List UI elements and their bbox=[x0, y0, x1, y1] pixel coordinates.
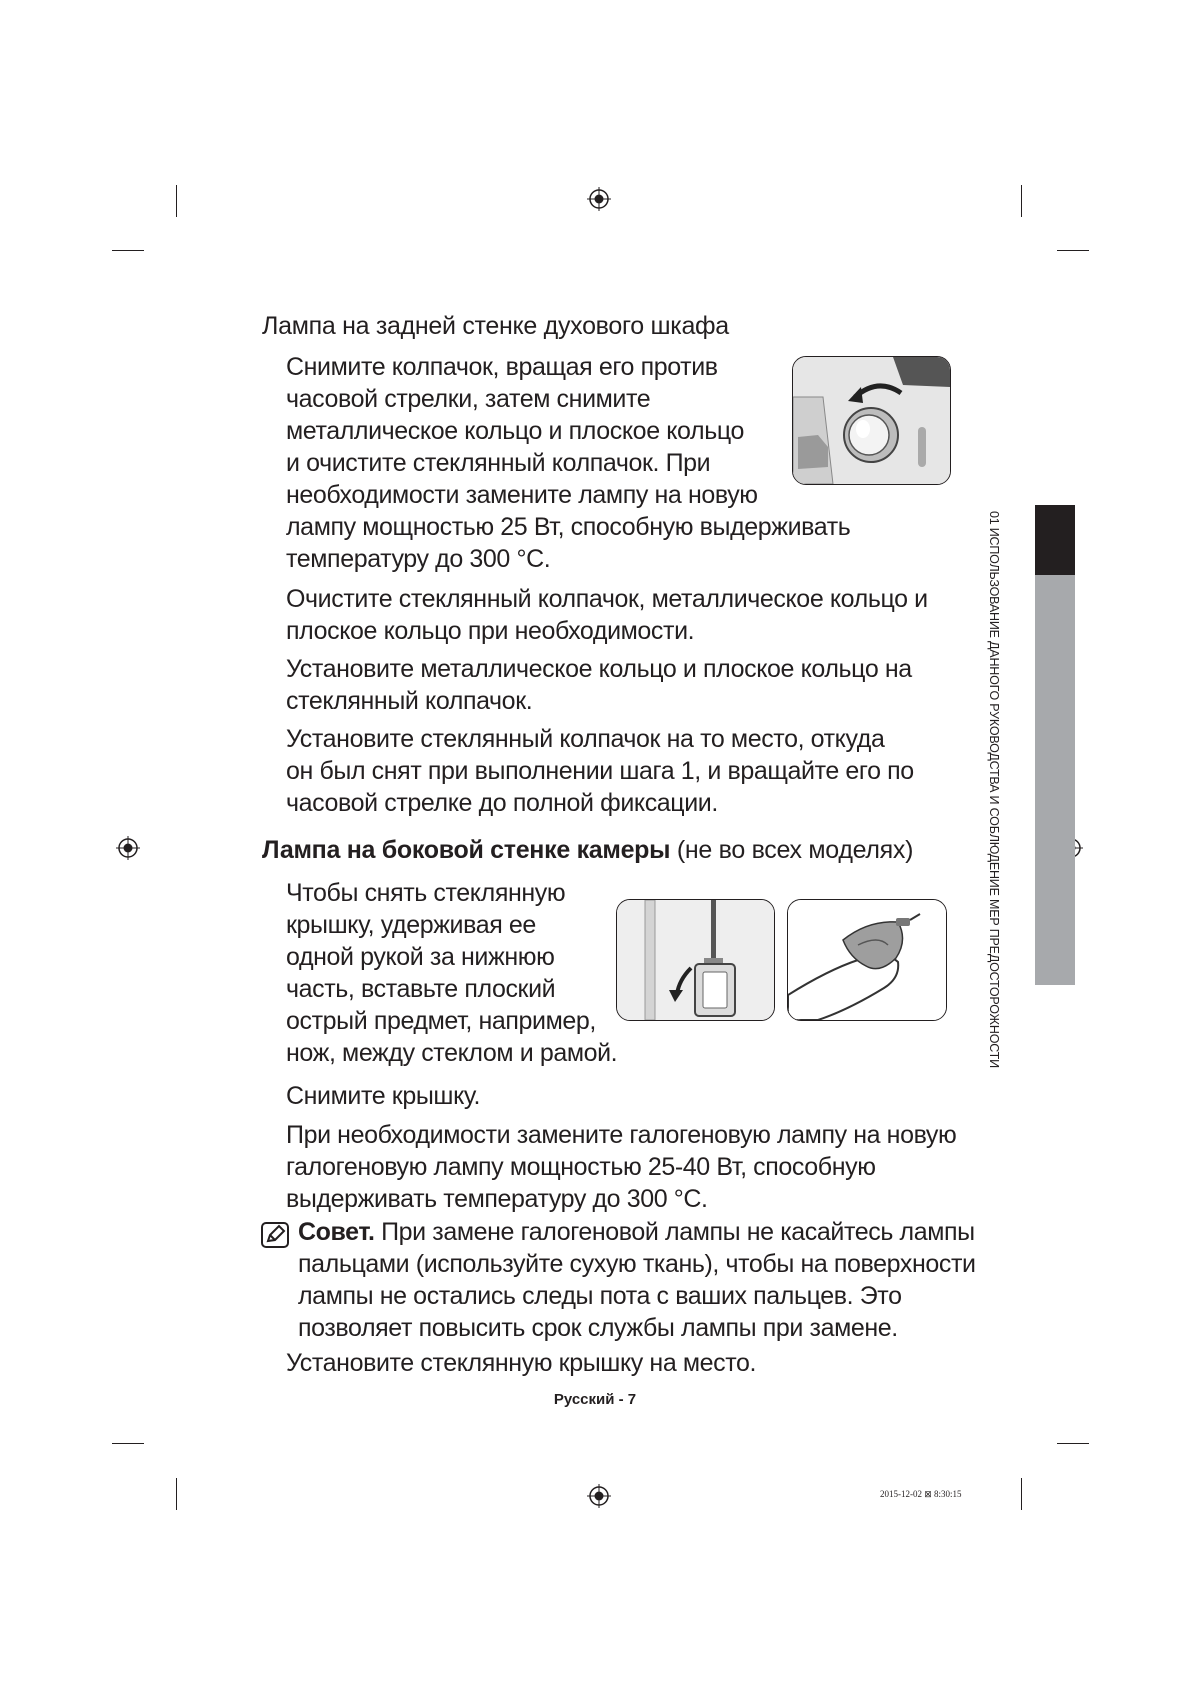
rear-lamp-step-1 bbox=[286, 351, 850, 575]
text-line: лампы не остались следы пота с ваших пальцев. Это bbox=[298, 1282, 902, 1310]
crop-mark-bottom-right-h bbox=[1057, 1443, 1089, 1444]
text-line: крышку, удерживая ее bbox=[286, 911, 536, 939]
text-line: нож, между стеклом и рамой. bbox=[286, 1039, 618, 1067]
text-line: часть, вставьте плоский bbox=[286, 975, 556, 1003]
text-line: необходимости замените лампу на новую bbox=[286, 481, 758, 509]
section-title-text: Лампа на задней стенке духового шкафа bbox=[262, 312, 729, 340]
text-line: лампу мощностью 25 Вт, способную выдерживать bbox=[286, 513, 851, 541]
text-line: часовой стрелки, затем снимите bbox=[286, 385, 651, 413]
text-line: острый предмет, например, bbox=[286, 1007, 596, 1035]
print-stamp: 2015-12-02 ⊠ 8:30:15 bbox=[880, 1489, 962, 1499]
lamp-replacement-cloth-illustration bbox=[787, 899, 947, 1021]
registration-mark-icon bbox=[116, 836, 140, 860]
text-line: Установите металлическое кольцо и плоское кольцо на bbox=[286, 655, 912, 683]
rear-lamp-step-4 bbox=[286, 723, 914, 819]
side-lamp-step-2 bbox=[286, 1080, 480, 1112]
crop-mark-bottom-left-v bbox=[176, 1478, 177, 1510]
side-lamp-cover-illustration bbox=[616, 899, 775, 1021]
text-line: температуру до 300 °C. bbox=[286, 545, 551, 573]
text-line: позволяет повысить срок службы лампы при замене. bbox=[298, 1314, 898, 1342]
text-line: одной рукой за нижнюю bbox=[286, 943, 555, 971]
text-line: Установите стеклянный колпачок на то место, откуда bbox=[286, 725, 885, 753]
chapter-tab-bar bbox=[1035, 575, 1075, 985]
crop-mark-bottom-left-h bbox=[112, 1443, 144, 1444]
text-line: Установите стеклянную крышку на место. bbox=[286, 1349, 757, 1377]
section-title-rear-lamp bbox=[262, 312, 729, 341]
rear-lamp-illustration bbox=[792, 356, 951, 485]
text-line: Снимите крышку. bbox=[286, 1082, 481, 1110]
side-lamp-cover-drawing bbox=[617, 900, 774, 1020]
registration-mark-icon bbox=[587, 187, 611, 211]
text-line: плоское кольцо при необходимости. bbox=[286, 617, 695, 645]
tip-note bbox=[298, 1216, 976, 1344]
page-number: Русский - 7 bbox=[553, 1391, 637, 1408]
side-lamp-step-3 bbox=[286, 1119, 956, 1215]
text-line: металлическое кольцо и плоское кольцо bbox=[286, 417, 744, 445]
text-line: Снимите колпачок, вращая его против bbox=[286, 353, 718, 381]
registration-mark-icon bbox=[587, 1484, 611, 1508]
text-line: выдерживать температуру до 300 °C. bbox=[286, 1185, 708, 1213]
tip-label: Совет. bbox=[298, 1218, 375, 1246]
lamp-replacement-cloth-drawing bbox=[788, 900, 946, 1020]
rear-lamp-step-3 bbox=[286, 653, 912, 717]
chapter-tab-label: 01 ИСПОЛЬЗОВАНИЕ ДАННОГО РУКОВОДСТВА И СОБЛЮДЕНИЕ МЕР ПРЕДОСТОРОЖНОСТИ bbox=[987, 511, 1001, 1068]
side-lamp-step-4 bbox=[286, 1347, 756, 1379]
crop-mark-top-left-h bbox=[112, 250, 144, 251]
section-title-note: (не во всех моделях) bbox=[670, 836, 914, 864]
crop-mark-top-right-v bbox=[1021, 185, 1022, 217]
text-line: При замене галогеновой лампы не касайтесь лампы bbox=[374, 1218, 975, 1246]
chapter-tab-marker bbox=[1035, 505, 1075, 575]
text-line: стеклянный колпачок. bbox=[286, 687, 533, 715]
crop-mark-bottom-right-v bbox=[1021, 1478, 1022, 1510]
text-line: и очистите стеклянный колпачок. При bbox=[286, 449, 711, 477]
rear-lamp-step-2 bbox=[286, 583, 928, 647]
text-line: Очистите стеклянный колпачок, металлическое кольцо и bbox=[286, 585, 928, 613]
crop-mark-top-left-v bbox=[176, 185, 177, 217]
rear-lamp-drawing bbox=[793, 357, 950, 484]
chapter-tab-label-box bbox=[970, 505, 1016, 1068]
text-line: пальцами (используйте сухую ткань), чтобы на поверхности bbox=[298, 1250, 976, 1278]
text-line: он был снят при выполнении шага 1, и вращайте его по bbox=[286, 757, 914, 785]
tip-line bbox=[298, 1216, 976, 1248]
text-line: Чтобы снять стеклянную bbox=[286, 879, 566, 907]
text-line: При необходимости замените галогеновую лампу на новую bbox=[286, 1121, 957, 1149]
side-lamp-step-1 bbox=[286, 877, 617, 1069]
section-title-side-lamp bbox=[262, 836, 913, 865]
text-line: галогеновую лампу мощностью 25-40 Вт, способную bbox=[286, 1153, 876, 1181]
note-pencil-icon bbox=[261, 1222, 289, 1248]
section-title-text: Лампа на боковой стенке камеры bbox=[262, 836, 671, 864]
text-line: часовой стрелке до полной фиксации. bbox=[286, 789, 718, 817]
crop-mark-top-right-h bbox=[1057, 250, 1089, 251]
